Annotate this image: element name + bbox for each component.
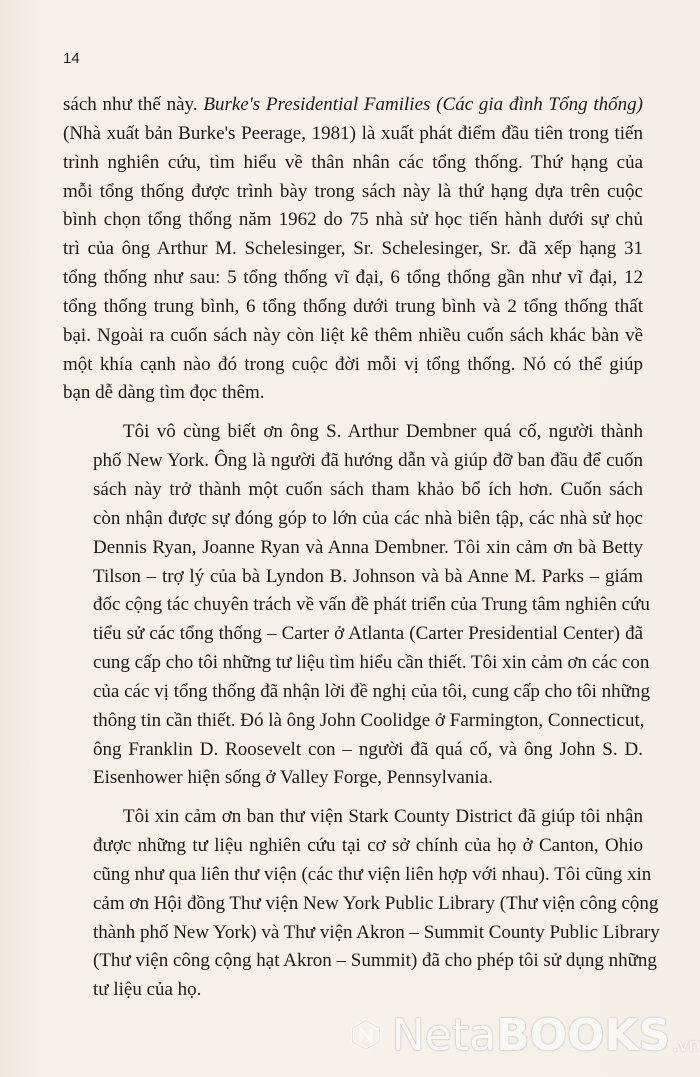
- text-line: [63, 447, 643, 476]
- text-segment: phố New York. Ông là người đã hướng dẫn và giúp đỡ ban đầu để cuốn: [93, 450, 643, 472]
- text-segment: được những tư liệu nghiên cứu tại cơ sở chính của họ ở Canton, Ohio: [93, 835, 643, 857]
- text-line: [63, 707, 643, 736]
- body-text: [63, 91, 660, 1015]
- text-line: [63, 764, 643, 793]
- text-segment: sách như thế này.: [63, 94, 204, 115]
- watermark-brand-bold: BOOKS: [496, 1009, 671, 1061]
- page-number: 14: [63, 50, 80, 67]
- watermark-brand-light: Neta: [391, 1009, 497, 1061]
- watermark-suffix: .vn: [672, 1035, 700, 1056]
- text-line: [63, 832, 643, 861]
- text-segment: mỗi tổng thống được trình bày trong sách này là thứ hạng dựa trên cuộc: [63, 180, 643, 202]
- text-line: [63, 149, 643, 178]
- text-segment: bình chọn tổng thống năm 1962 do 75 nhà sử học tiến hành dưới sự chủ: [63, 209, 643, 231]
- text-segment: một khía cạnh nào đó trong cuộc đời mỗi vị tổng thống. Nó có thể giúp: [63, 353, 643, 375]
- text-segment: Tilson – trợ lý của bà Lyndon B. Johnson và bà Anne M. Parks – giám: [93, 565, 643, 587]
- text-line: [63, 264, 643, 293]
- text-segment: tiểu sử các tổng thống – Carter ở Atlanta (Carter Presidential Center) đã: [93, 623, 643, 645]
- text-segment: của các vị tổng thống đã nhận lời đề nghị của tôi, cung cấp cho tôi những: [93, 680, 650, 702]
- text-line: [63, 736, 643, 765]
- text-segment: trình nghiên cứu, tìm hiểu về thân nhân các tổng thống. Thứ hạng của: [63, 151, 643, 173]
- text-line: [63, 351, 643, 380]
- book-title: Burke's Presidential Families (Các gia đình Tổng thống): [203, 94, 643, 115]
- text-segment: bạn dễ dàng tìm đọc thêm.: [63, 382, 265, 404]
- paragraph-1: [63, 91, 643, 408]
- text-segment: trì của ông Arthur M. Schelesinger, Sr. Schelesinger, Sr. đã xếp hạng 31: [63, 238, 643, 260]
- text-line: [63, 803, 643, 832]
- text-line: [63, 534, 643, 563]
- text-line: [63, 178, 643, 207]
- watermark-brand: [392, 1010, 670, 1061]
- text-segment: tổng thống trung bình, 6 tổng thống dưới trung bình và 2 tổng thống thất: [63, 295, 643, 317]
- text-line: [63, 379, 643, 408]
- watermark: [350, 1000, 700, 1070]
- text-segment: (Nhà xuất bản Burke's Peerage, 1981) là xuất phát điểm đầu tiên trong tiến: [63, 122, 643, 144]
- text-segment: sách này trở thành một cuốn sách tham khảo bổ ích hơn. Cuốn sách: [93, 478, 643, 500]
- text-segment: ông Franklin D. Roosevelt con – người đã quá cố, và ông John S. D.: [93, 738, 643, 760]
- text-line: [63, 919, 660, 948]
- text-line: [63, 120, 643, 149]
- text-line: [63, 505, 643, 534]
- text-segment: bại. Ngoài ra cuốn sách này còn liệt kê thêm nhiều cuốn sách khác bàn về: [63, 324, 643, 346]
- text-segment: Tôi xin cảm ơn ban thư viện Stark County District đã giúp tôi nhận: [123, 806, 643, 828]
- text-segment: Eisenhower hiện sống ở Valley Forge, Pennsylvania.: [93, 767, 493, 789]
- text-segment: Dennis Ryan, Joanne Ryan và Anna Dembner. Tôi xin cảm ơn bà Betty: [93, 536, 643, 558]
- text-line: [63, 649, 650, 678]
- text-segment: tổng thống như sau: 5 tổng thống vĩ đại, 6 tổng thống gần như vĩ đại, 12: [63, 267, 643, 289]
- text-line: [63, 563, 643, 592]
- text-line: [63, 476, 643, 505]
- text-line: [63, 293, 643, 322]
- text-segment: còn nhận được sự đóng góp to lớn của các nhà biên tập, các nhà sử học: [93, 507, 643, 529]
- text-line: [63, 235, 643, 264]
- text-segment: thành phố New York) và Thư viện Akron – Summit County Public Library: [93, 921, 660, 943]
- text-line: [63, 861, 652, 890]
- text-line: [63, 890, 659, 919]
- text-line: [63, 418, 643, 447]
- text-segment: Tôi vô cùng biết ơn ông S. Arthur Dembner quá cố, người thành: [123, 421, 643, 443]
- text-segment: tư liệu của họ.: [93, 979, 202, 1001]
- text-line: [63, 947, 657, 976]
- text-line: [63, 322, 643, 351]
- text-segment: cũng như qua liên thư viện (các thư viện liên hợp với nhau). Tôi cũng xin: [93, 863, 652, 885]
- text-line: [63, 591, 650, 620]
- text-line: [63, 620, 643, 649]
- text-segment: cảm ơn Hội đồng Thư viện New York Public Library (Thư viện công cộng: [93, 892, 659, 914]
- paragraph-3: [63, 803, 660, 1005]
- text-line: [63, 206, 643, 235]
- netabooks-logo-icon: [350, 1006, 382, 1064]
- text-line: [63, 678, 650, 707]
- text-segment: (Thư viện công cộng hạt Akron – Summit) đã cho phép tôi sử dụng những: [93, 950, 657, 972]
- text-segment: cung cấp cho tôi những tư liệu tìm hiểu cần thiết. Tôi xin cảm ơn các con: [93, 652, 650, 674]
- paragraph-2: [63, 418, 650, 793]
- text-segment: đốc cộng tác chuyên trách về vấn đề phát triển của Trung tâm nghiên cứu: [93, 594, 650, 616]
- text-segment: thông tin cần thiết. Đó là ông John Coolidge ở Farmington, Connecticut,: [93, 709, 645, 731]
- text-line: [63, 91, 643, 120]
